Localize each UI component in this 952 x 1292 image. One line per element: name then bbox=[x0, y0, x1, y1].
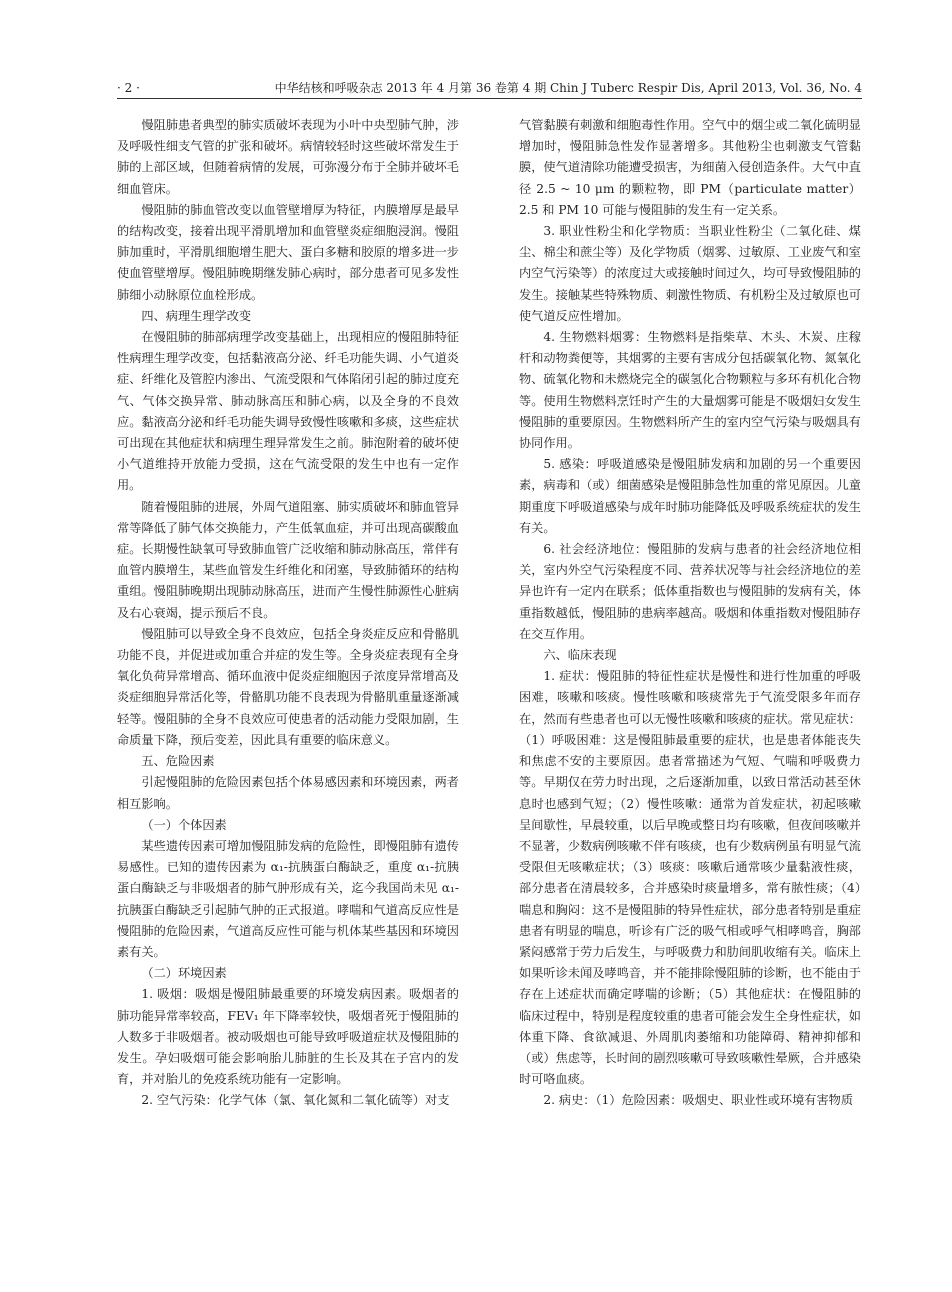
paragraph: 5. 感染：呼吸道感染是慢阻肺发病和加剧的另一个重要因素，病毒和（或）细菌感染是慢阻肺急性加重的常见原因。儿童期重度下呼吸道感染与成年时肺功能降低及呼吸系统症状的发生有关。 bbox=[519, 457, 861, 535]
subsection-heading: （一）个体因素 bbox=[141, 817, 227, 832]
paragraph: 2. 病史：（1）危险因素：吸烟史、职业性或环境有害物质 bbox=[543, 1093, 854, 1108]
section-heading: 四、病理生理学改变 bbox=[141, 308, 252, 323]
paragraph: 在慢阻肺的肺部病理学改变基础上，出现相应的慢阻肺特征性病理生理学改变，包括黏液高分泌、纤毛功能失调、小气道炎症、纤维化及管腔内渗出、气流受限和气体陷闭引起的肺过度充气、气体交换异常、肺动脉高压和肺心病，以及全身的不良效应。黏液高分泌和纤毛功能失调导致慢性咳嗽和多痰，这些症状可出现在其他症状和病理生理异常发生之前。肺泡附着的破坏使小气道维持开放能力受损，这在气流受限的发生中也有一定作用。 bbox=[117, 330, 459, 493]
paragraph: 某些遗传因素可增加慢阻肺发病的危险性，即慢阻肺有遗传易感性。已知的遗传因素为 α₁-抗胰蛋白酶缺乏，重度 α₁-抗胰蛋白酶缺乏与非吸烟者的肺气肿形成有关，迄今我国尚未见 α₁-抗胰蛋白酶缺乏引起肺气肿的正式报道。哮喘和气道高反应性是慢阻肺的危险因素，气道高反应性可能与机体某些基因和环境因素有关。 bbox=[117, 838, 459, 959]
paragraph: 3. 职业性粉尘和化学物质：当职业性粉尘（二氧化硅、煤尘、棉尘和蔗尘等）及化学物质（烟雾、过敏原、工业废气和室内空气污染等）的浓度过大或接触时间过久，均可导致慢阻肺的发生。接触某些特殊物质、刺激性物质、有机粉尘及过敏原也可使气道反应性增加。 bbox=[519, 224, 861, 323]
left-column bbox=[117, 115, 459, 1240]
paragraph: 2. 空气污染：化学气体（氯、氧化氮和二氧化硫等）对支 bbox=[141, 1093, 450, 1108]
paragraph: 4. 生物燃料烟雾：生物燃料是指柴草、木头、木炭、庄稼杆和动物粪便等，其烟雾的主要有害成分包括碳氧化物、氮氧化物、硫氧化物和未燃烧完全的碳氢化合物颗粒与多环有机化合物等。使用生物燃料烹饪时产生的大量烟雾可能是不吸烟妇女发生慢阻肺的重要原因。生物燃料所产生的室内空气污染与吸烟具有协同作用。 bbox=[519, 330, 861, 451]
journal-citation: 中华结核和呼吸杂志 2013 年 4 月第 36 卷第 4 期 Chin J Tuberc Respir Dis, April 2013, Vol. 36, No. 4 bbox=[274, 81, 862, 95]
paragraph: 慢阻肺的肺血管改变以血管壁增厚为特征，内膜增厚是最早的结构改变，接着出现平滑肌增加和血管壁炎症细胞浸润。慢阻肺加重时，平滑肌细胞增生肥大、蛋白多糖和胶原的增多进一步使血管壁增厚。慢阻肺晚期继发肺心病时，部分患者可见多发性肺细小动脉原位血栓形成。 bbox=[117, 202, 459, 302]
paragraph: 6. 社会经济地位：慢阻肺的发病与患者的社会经济地位相关，室内外空气污染程度不同、营养状况等与社会经济地位的差异也许有一定内在联系；低体重指数也与慢阻肺的发病有关，体重指数越低，慢阻肺的患病率越高。吸烟和体重指数对慢阻肺存在交互作用。 bbox=[519, 542, 861, 641]
running-header bbox=[117, 79, 862, 97]
paragraph: 引起慢阻肺的危险因素包括个体易感因素和环境因素，两者相互影响。 bbox=[117, 775, 459, 811]
paragraph: 1. 吸烟：吸烟是慢阻肺最重要的环境发病因素。吸烟者的肺功能异常率较高，FEV₁ 年下降率较快，吸烟者死于慢阻肺的人数多于非吸烟者。被动吸烟也可能导致呼吸道症状及慢阻肺的发生。孕妇吸烟可能会影响胎儿肺脏的生长及其在子宫内的发育，并对胎儿的免疫系统功能有一定影响。 bbox=[117, 987, 459, 1087]
section-heading: 六、临床表现 bbox=[543, 648, 617, 663]
paragraph-continued: 气管黏膜有刺激和细胞毒性作用。空气中的烟尘或二氧化硫明显增加时，慢阻肺急性发作显著增多。其他粉尘也刺激支气管黏膜，使气道清除功能遭受损害，为细菌入侵创造条件。大气中直径 2.5 ~ 10 μm 的颗粒物，即 PM（particulate matter）2.5 和 PM 10 可能与慢阻肺的发生有一定关系。 bbox=[519, 118, 861, 217]
subsection-heading: （二）环境因素 bbox=[141, 966, 227, 981]
paragraph: 随着慢阻肺的进展，外周气道阻塞、肺实质破坏和肺血管异常等降低了肺气体交换能力，产生低氧血症，并可出现高碳酸血症。长期慢性缺氧可导致肺血管广泛收缩和肺动脉高压，常伴有血管内膜增生，某些血管发生纤维化和闭塞，导致肺循环的结构重组。慢阻肺晚期出现肺动脉高压，进而产生慢性肺源性心脏病及右心衰竭，提示预后不良。 bbox=[117, 499, 459, 620]
right-column bbox=[519, 115, 861, 1240]
paragraph: 慢阻肺患者典型的肺实质破坏表现为小叶中央型肺气肿，涉及呼吸性细支气管的扩张和破坏。病情较轻时这些破坏常发生于肺的上部区域，但随着病情的发展，可弥漫分布于全肺并破坏毛细血管床。 bbox=[117, 118, 459, 196]
section-heading: 五、危险因素 bbox=[141, 754, 215, 769]
paragraph: 1. 症状：慢阻肺的特征性症状是慢性和进行性加重的呼吸困难，咳嗽和咳痰。慢性咳嗽和咳痰常先于气流受限多年而存在，然而有些患者也可以无慢性咳嗽和咳痰的症状。常见症状：（1）呼吸困难：这是慢阻肺最重要的症状，也是患者体能丧失和焦虑不安的主要原因。患者常描述为气短、气喘和呼吸费力等。早期仅在劳力时出现，之后逐渐加重，以致日常活动甚至休息时也感到气短；（2）慢性咳嗽：通常为首发症状，初起咳嗽呈间歇性，早晨较重，以后早晚或整日均有咳嗽，但夜间咳嗽并不显著，少数病例咳嗽不伴有咳痰，也有少数病例虽有明显气流受限但无咳嗽症状；（3）咳痰：咳嗽后通常咳少量黏液性痰，部分患者在清晨较多，合并感染时痰量增多，常有脓性痰；（4）喘息和胸闷：这不是慢阻肺的特异性症状，部分患者特别是重症患者有明显的喘息，听诊有广泛的吸气相或呼气相哮鸣音，胸部紧闷感常于劳力后发生，与呼吸费力和肋间肌收缩有关。临床上如果听诊未闻及哮鸣音，并不能排除慢阻肺的诊断，也不能由于存在上述症状而确定哮喘的诊断；（5）其他症状：在慢阻肺的临床过程中，特别是程度较重的患者可能会发生全身性症状，如体重下降、食欲减退、外周肌肉萎缩和功能障碍、精神抑郁和（或）焦虑等，长时间的剧烈咳嗽可导致咳嗽性晕厥，合并感染时可咯血痰。 bbox=[519, 669, 861, 1087]
header-divider bbox=[117, 98, 862, 99]
paragraph: 慢阻肺可以导致全身不良效应，包括全身炎症反应和骨骼肌功能不良，并促进或加重合并症的发生等。全身炎症表现有全身氧化负荷异常增高、循环血液中促炎症细胞因子浓度异常增高及炎症细胞异常活化等，骨骼肌功能不良表现为骨骼肌重量逐渐减轻等。慢阻肺的全身不良效应可使患者的活动能力受限加剧，生命质量下降，预后变差，因此具有重要的临床意义。 bbox=[117, 626, 459, 747]
page-number: · 2 · bbox=[117, 81, 140, 95]
